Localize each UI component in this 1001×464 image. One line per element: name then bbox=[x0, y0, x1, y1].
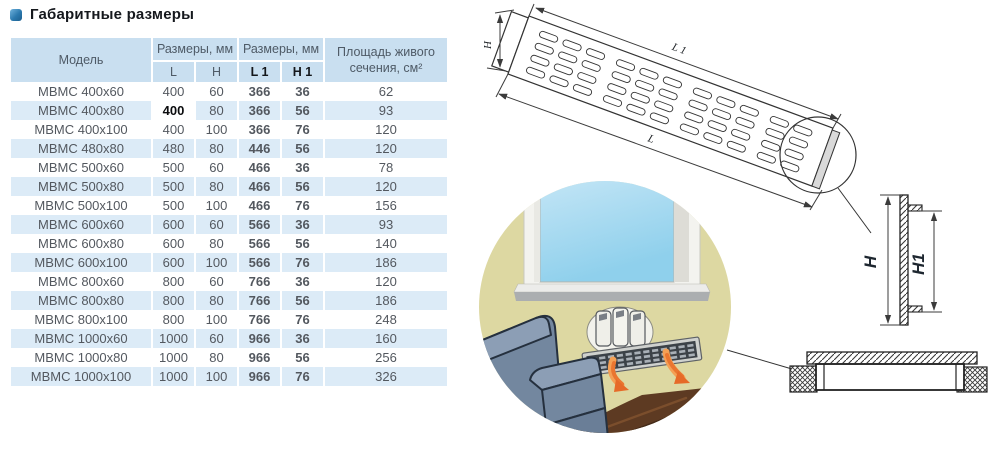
table-header bbox=[11, 38, 447, 82]
cell-l1: 366 bbox=[239, 82, 280, 101]
iso-grille-drawing bbox=[482, 4, 871, 233]
table-row bbox=[11, 253, 447, 272]
header-dims-outer: Размеры, мм bbox=[153, 38, 237, 62]
cell-h1: 36 bbox=[282, 329, 323, 348]
cell-h1: 56 bbox=[282, 291, 323, 310]
cell-model: МВМС 1000x100 bbox=[11, 367, 151, 386]
face-plate-section bbox=[807, 352, 977, 364]
cell-h: 60 bbox=[196, 215, 237, 234]
cell-h1: 36 bbox=[282, 272, 323, 291]
cell-h: 60 bbox=[196, 272, 237, 291]
cell-model: МВМС 480x80 bbox=[11, 139, 151, 158]
cell-l: 800 bbox=[153, 272, 194, 291]
header-area: Площадь живого сечения, см² bbox=[325, 38, 447, 82]
cell-l1: 966 bbox=[239, 329, 280, 348]
header-dims-inner: Размеры, мм bbox=[239, 38, 323, 62]
cell-l1: 766 bbox=[239, 310, 280, 329]
header-h: H bbox=[196, 62, 237, 82]
cell-h: 100 bbox=[196, 367, 237, 386]
table-row bbox=[11, 101, 447, 120]
cell-area: 160 bbox=[325, 329, 447, 348]
header-h1: H 1 bbox=[282, 62, 323, 82]
cell-h: 60 bbox=[196, 158, 237, 177]
cell-l: 400 bbox=[153, 101, 194, 120]
cell-area: 120 bbox=[325, 177, 447, 196]
window-sill bbox=[514, 284, 710, 301]
cell-h1: 56 bbox=[282, 234, 323, 253]
profile-section-drawing bbox=[861, 195, 942, 325]
cell-l: 500 bbox=[153, 177, 194, 196]
cell-l1: 466 bbox=[239, 158, 280, 177]
cell-model: МВМС 500x60 bbox=[11, 158, 151, 177]
cell-l: 1000 bbox=[153, 329, 194, 348]
cell-h1: 36 bbox=[282, 82, 323, 101]
table-row bbox=[11, 272, 447, 291]
cell-l1: 566 bbox=[239, 215, 280, 234]
cell-area: 93 bbox=[325, 101, 447, 120]
cell-model: МВМС 800x60 bbox=[11, 272, 151, 291]
cell-l: 480 bbox=[153, 139, 194, 158]
table-row bbox=[11, 310, 447, 329]
cell-h: 80 bbox=[196, 234, 237, 253]
cell-area: 326 bbox=[325, 367, 447, 386]
cell-l1: 966 bbox=[239, 367, 280, 386]
leader-line-profile bbox=[838, 188, 871, 233]
cell-h1: 56 bbox=[282, 139, 323, 158]
table-row bbox=[11, 234, 447, 253]
cell-l: 800 bbox=[153, 291, 194, 310]
table-body bbox=[11, 82, 447, 386]
cell-l1: 566 bbox=[239, 234, 280, 253]
cell-l: 600 bbox=[153, 234, 194, 253]
cell-l: 400 bbox=[153, 82, 194, 101]
cell-l1: 446 bbox=[239, 139, 280, 158]
cell-model: МВМС 500x80 bbox=[11, 177, 151, 196]
page-title: Габаритные размеры bbox=[30, 6, 195, 23]
cell-l: 400 bbox=[153, 120, 194, 139]
header-l1: L 1 bbox=[239, 62, 280, 82]
cell-area: 256 bbox=[325, 348, 447, 367]
table-row bbox=[11, 82, 447, 101]
cell-l: 800 bbox=[153, 310, 194, 329]
blue-square-bullet-icon bbox=[10, 9, 22, 21]
cell-l: 600 bbox=[153, 253, 194, 272]
table-row bbox=[11, 177, 447, 196]
cell-area: 156 bbox=[325, 196, 447, 215]
header-l: L bbox=[153, 62, 194, 82]
cell-model: МВМС 800x100 bbox=[11, 310, 151, 329]
cell-model: МВМС 400x60 bbox=[11, 82, 151, 101]
gasket-left bbox=[790, 366, 817, 392]
cell-model: МВМС 400x100 bbox=[11, 120, 151, 139]
cell-model: МВМС 600x100 bbox=[11, 253, 151, 272]
room-illustration bbox=[468, 118, 762, 464]
table-row bbox=[11, 215, 447, 234]
cell-h1: 76 bbox=[282, 120, 323, 139]
cell-h1: 36 bbox=[282, 158, 323, 177]
cell-area: 93 bbox=[325, 215, 447, 234]
frame-channel bbox=[816, 364, 964, 390]
cell-l1: 966 bbox=[239, 348, 280, 367]
cell-l1: 366 bbox=[239, 120, 280, 139]
cell-h: 100 bbox=[196, 310, 237, 329]
gasket-section-drawing bbox=[727, 350, 987, 392]
technical-drawings bbox=[450, 0, 1001, 464]
cell-area: 62 bbox=[325, 82, 447, 101]
cell-area: 120 bbox=[325, 139, 447, 158]
table-row bbox=[11, 348, 447, 367]
cell-l1: 766 bbox=[239, 291, 280, 310]
cell-l1: 766 bbox=[239, 272, 280, 291]
cell-h: 60 bbox=[196, 329, 237, 348]
cell-h: 100 bbox=[196, 253, 237, 272]
cell-h1: 36 bbox=[282, 215, 323, 234]
cell-h: 100 bbox=[196, 120, 237, 139]
cell-l1: 466 bbox=[239, 177, 280, 196]
cell-model: МВМС 600x60 bbox=[11, 215, 151, 234]
profile-h-label: H bbox=[861, 255, 880, 269]
cell-area: 78 bbox=[325, 158, 447, 177]
cell-h1: 56 bbox=[282, 177, 323, 196]
cell-h: 60 bbox=[196, 82, 237, 101]
table-row bbox=[11, 367, 447, 386]
profile-h1-label: H1 bbox=[909, 253, 928, 275]
dimensions-table bbox=[9, 38, 449, 386]
cell-area: 186 bbox=[325, 291, 447, 310]
cell-h: 100 bbox=[196, 196, 237, 215]
cell-area: 186 bbox=[325, 253, 447, 272]
section-header bbox=[10, 6, 194, 23]
cell-l: 1000 bbox=[153, 367, 194, 386]
leader-line-section bbox=[727, 350, 792, 369]
cell-h: 80 bbox=[196, 139, 237, 158]
cell-h1: 76 bbox=[282, 196, 323, 215]
cell-model: МВМС 500x100 bbox=[11, 196, 151, 215]
window bbox=[524, 118, 700, 288]
table-row bbox=[11, 329, 447, 348]
cell-model: МВМС 800x80 bbox=[11, 291, 151, 310]
cell-model: МВМС 400x80 bbox=[11, 101, 151, 120]
header-model: Модель bbox=[11, 38, 151, 82]
cell-l1: 366 bbox=[239, 101, 280, 120]
cell-l: 600 bbox=[153, 215, 194, 234]
table-row bbox=[11, 158, 447, 177]
cell-l: 500 bbox=[153, 196, 194, 215]
cell-area: 248 bbox=[325, 310, 447, 329]
cell-h: 80 bbox=[196, 348, 237, 367]
cell-h1: 76 bbox=[282, 253, 323, 272]
cell-model: МВМС 1000x80 bbox=[11, 348, 151, 367]
cell-h1: 76 bbox=[282, 310, 323, 329]
cell-h: 80 bbox=[196, 101, 237, 120]
iso-l1-label: L 1 bbox=[670, 41, 688, 58]
table-row bbox=[11, 291, 447, 310]
cell-area: 120 bbox=[325, 120, 447, 139]
cell-h1: 56 bbox=[282, 101, 323, 120]
cell-l1: 566 bbox=[239, 253, 280, 272]
table-row bbox=[11, 196, 447, 215]
cell-l: 500 bbox=[153, 158, 194, 177]
cell-model: МВМС 1000x60 bbox=[11, 329, 151, 348]
cell-l1: 466 bbox=[239, 196, 280, 215]
cell-l: 1000 bbox=[153, 348, 194, 367]
cell-h1: 56 bbox=[282, 348, 323, 367]
cell-h: 80 bbox=[196, 177, 237, 196]
iso-l-label: L bbox=[646, 132, 656, 146]
radiator bbox=[596, 308, 645, 346]
cell-h1: 76 bbox=[282, 367, 323, 386]
iso-h-label: H bbox=[482, 41, 494, 49]
cell-h: 80 bbox=[196, 291, 237, 310]
cell-area: 120 bbox=[325, 272, 447, 291]
cell-model: МВМС 600x80 bbox=[11, 234, 151, 253]
table-row bbox=[11, 139, 447, 158]
cell-area: 140 bbox=[325, 234, 447, 253]
table-row bbox=[11, 120, 447, 139]
